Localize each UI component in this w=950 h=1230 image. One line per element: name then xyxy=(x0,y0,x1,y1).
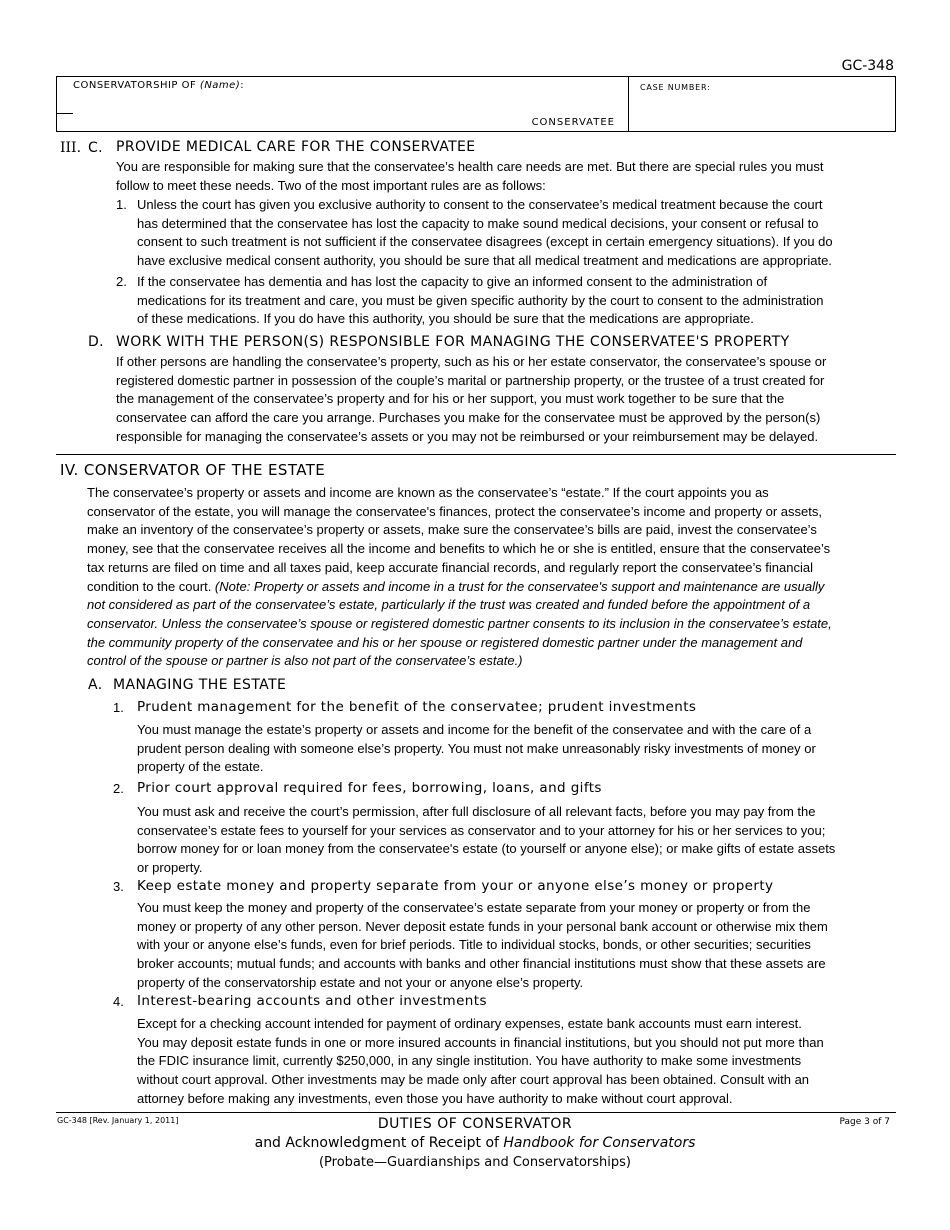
section-c-item-2: If the conservatee has dementia and has lost the capacity to give an informed consent to the administration of medications for its treatment and care, you must be given specific authority by the court to consent to the administration of these medications. If you do have this authority, you should be sure that the medications are appropriate. xyxy=(137,274,824,327)
section-c-letter: C. xyxy=(88,140,104,156)
estate-item-3-title: Keep estate money and property separate from your or anyone else’s money or property xyxy=(137,878,774,894)
case-number-label: CASE NUMBER: xyxy=(640,83,711,92)
estate-item-2-body: You must ask and receive the court’s permission, after full disclosure of all relevant facts, before you may pay from the conservatee’s estate fees to yourself for your services as conservator and to your attorney for his or her services to you; borrow money for or loan money from the conservatee's estate (to yourself or anyone else); or make gifts of estate assets or property. xyxy=(137,804,836,876)
section-c-item-2-number: 2. xyxy=(116,274,127,289)
conservatee-label: CONSERVATEE xyxy=(531,117,615,128)
estate-item-4-title: Interest-bearing accounts and other investments xyxy=(137,993,487,1009)
section-d-heading: WORK WITH THE PERSON(S) RESPONSIBLE FOR MANAGING THE CONSERVATEE'S PROPERTY xyxy=(116,334,790,350)
section-iv-intro: The conservatee’s property or assets and income are known as the conservatee’s “estate.” If the court appoints you as conservator of the estate, you will manage the conservatee's finances, protect the conservatee’s income and property or assets, make an inventory of the conservatee’s property or assets, make sure the conservatee’s bills are paid, invest the conservatee’s money, see that the conservatee receives all the income and benefits to which he or she is entitled, ensure that the conservatee’s tax returns are filed on time and all taxes paid, keep accurate financial records, and regularly report the conservatee’s financial condition to the court. (Note: Property or assets and income in a trust for the conservatee's support and maintenance are usually not considered as part of the conservatee’s estate, particularly if the trust was created and funded before the appointment of a conservator. Unless the conservatee’s spouse or registered domestic partner consents to its inclusion in the conservatee’s estate, the community property of the conservatee and his or her spouse or registered domestic partner under the management and control of the spouse or partner is also not part of the conservatee’s estate.) xyxy=(87,485,832,669)
footer-revision: GC-348 [Rev. January 1, 2011] xyxy=(57,1116,179,1125)
estate-item-1-body: You must manage the estate’s property or assets and income for the benefit of the conservatee and with the care of a prudent person dealing with someone else’s property. You must not make unreasonably risky investments of money or property of the estate. xyxy=(137,722,816,775)
estate-item-4-number: 4. xyxy=(113,994,124,1009)
section-c-intro: You are responsible for making sure that the conservatee’s health care needs are met. But there are special rules you must follow to meet these needs. Two of the most important rules are as follows: xyxy=(116,159,824,193)
section-a-heading: MANAGING THE ESTATE xyxy=(113,677,287,693)
caption-name-cell xyxy=(57,77,629,131)
caption-box xyxy=(56,76,896,132)
footer-subtitle: and Acknowledgment of Receipt of Handbook for Conservators xyxy=(254,1135,696,1151)
section-divider xyxy=(56,454,896,455)
section-a-letter: A. xyxy=(88,677,103,693)
caption-label: CONSERVATORSHIP OF (Name): xyxy=(73,80,245,91)
section-iii-number: III. xyxy=(60,140,82,156)
section-c-heading: PROVIDE MEDICAL CARE FOR THE CONSERVATEE xyxy=(116,139,476,155)
estate-item-4-body: Except for a checking account intended for payment of ordinary expenses, estate bank accounts must earn interest. You may deposit estate funds in one or more insured accounts in financial institutions, but you should not put more than the FDIC insurance limit, currently $250,000, in any single institution. You have authority to make some investments without court approval. Other investments may be made only after court approval has been obtained. Consult with an attorney before making any investments, even those you have authority to make without court approval. xyxy=(137,1016,824,1106)
estate-item-3-body: You must keep the money and property of the conservatee’s estate separate from your money or property or from the money or property of any other person. Never deposit estate funds in your personal bank account or otherwise mix them with your or anyone else’s funds, even for brief periods. Title to individual stocks, bonds, or other securities; securities broker accounts; mutual funds; and accounts with banks and other financial institutions must show that these assets are property of the conservatorship estate and not your or anyone else’s property. xyxy=(137,900,828,990)
estate-item-2-title: Prior court approval required for fees, borrowing, loans, and gifts xyxy=(137,780,602,796)
section-d-body: If other persons are handling the conservatee’s property, such as his or her estate conservator, the conservatee’s spouse or registered domestic partner in possession of the couple’s marital or partnership property, or the trustee of a trust created for the management of the conservatee’s property and for his or her support, you must work together to be sure that the conservatee can afford the care you arrange. Purchases you make for the conservatee must be approved by the person(s) responsible for managing the conservatee’s assets or you may not be reimbursed or your reimbursement may be delayed. xyxy=(116,354,827,444)
estate-item-1-number: 1. xyxy=(113,700,124,715)
estate-item-3-number: 3. xyxy=(113,879,124,894)
footer-page-number: Page 3 of 7 xyxy=(839,1117,890,1127)
section-iv-heading: IV. CONSERVATOR OF THE ESTATE xyxy=(60,461,326,479)
form-number: GC-348 xyxy=(841,58,894,74)
section-c-item-1: Unless the court has given you exclusive authority to consent to the conservatee’s medical treatment because the court has determined that the conservatee has lost the capacity to make sound medical decisions, your consent or refusal to consent to such treatment is not sufficient if the conservatee disagrees (except in certain emergency situations). If you do have exclusive medical consent authority, you should be sure that all medical treatment and medications are appropriate. xyxy=(137,197,833,269)
footer-subtitle-2: (Probate—Guardianships and Conservatorships) xyxy=(318,1155,631,1170)
footer-rule xyxy=(56,1112,896,1113)
estate-item-2-number: 2. xyxy=(113,781,124,796)
caption-underline xyxy=(57,113,73,114)
estate-item-1-title: Prudent management for the benefit of the conservatee; prudent investments xyxy=(137,699,697,715)
footer-title: DUTIES OF CONSERVATOR xyxy=(377,1116,573,1132)
section-d-letter: D. xyxy=(88,334,105,350)
section-c-item-1-number: 1. xyxy=(116,197,127,212)
